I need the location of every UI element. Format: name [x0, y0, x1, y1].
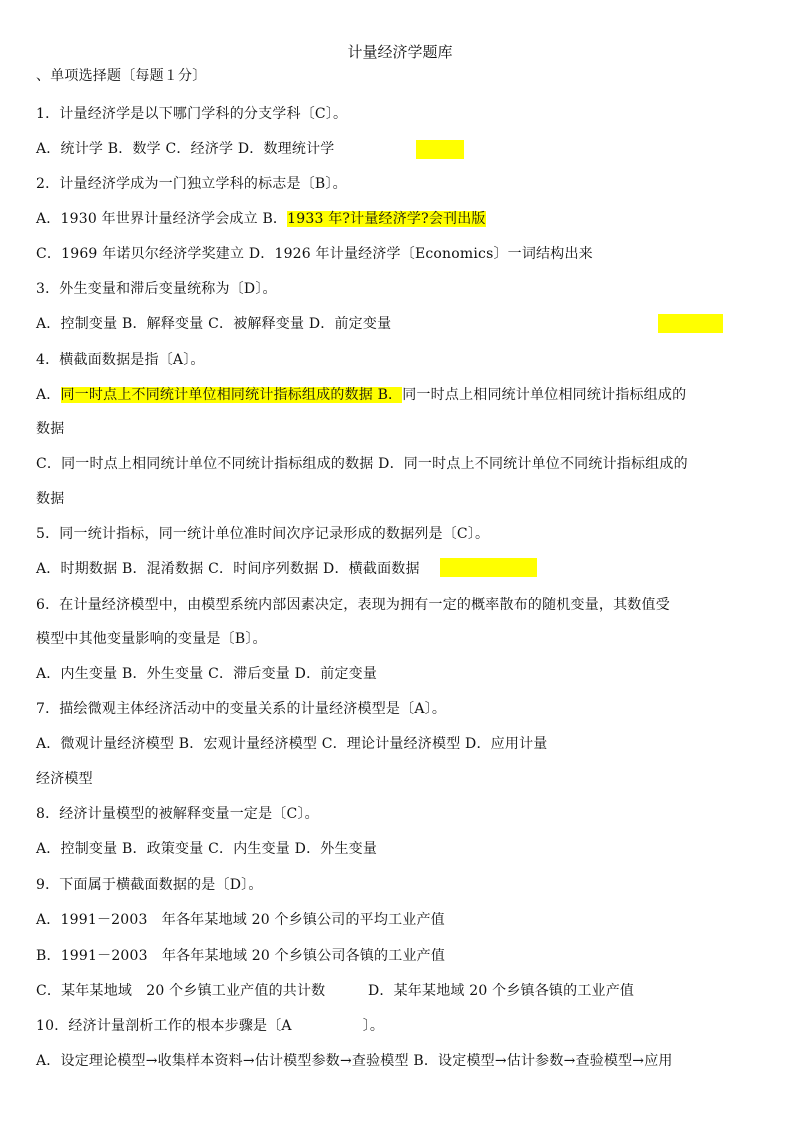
doc-line [36, 1016, 384, 1036]
line-text: 〕。 [255, 281, 277, 297]
line-text: 同一时点上相同统计单位相同统计指标组成的 [402, 387, 687, 403]
line-text: 3．外生变量和滞后变量统称为〔 [36, 281, 244, 297]
line-text: 4．横截面数据是指〔 [36, 352, 173, 368]
doc-line [36, 279, 277, 299]
line-text: C．同一时点上相同统计单位不同统计指标组成的数据 D．同一时点上不同统计单位不同统计指标组成的 [36, 456, 688, 472]
doc-line [36, 804, 319, 824]
line-text: A．1991－2003 年各年某地域 20 个乡镇公司的平均工业产值 [36, 912, 445, 928]
line-text: 〕。 [325, 106, 348, 122]
line-text: A．1930 年世界计量经济学会成立 B． [36, 211, 288, 227]
highlighted-text: 1933 年?计量经济学?会刊出版 [287, 211, 486, 227]
line-text: 2．计量经济学成为一门独立学科的标志是〔 [36, 176, 315, 192]
answer-letter: A [172, 352, 184, 368]
line-text: A．内生变量 B．外生变量 C．滞后变量 D．前定变量 [36, 666, 378, 682]
line-text: A．控制变量 B．政策变量 C．内生变量 D．外生变量 [36, 841, 378, 857]
doc-line [36, 104, 347, 124]
line-text: A．控制变量 B．解释变量 C．被解释变量 D．前定变量 [36, 316, 392, 332]
line-text: A． [36, 387, 61, 403]
answer-letter: A [414, 701, 425, 717]
line-text: C．1969 年诺贝尔经济学奖建立 D．1926 年计量经济学〔Economics〕一词结构出来 [36, 246, 593, 262]
line-text: 〕。 [325, 176, 347, 192]
line-text: 经济模型 [36, 771, 93, 787]
doc-line [36, 946, 445, 966]
answer-letter: C [314, 106, 326, 122]
line-text: 〕。 [467, 526, 490, 542]
page-title: 计量经济学题库 [347, 43, 453, 61]
line-text: 数据 [36, 421, 65, 437]
line-text: 10．经济计量剖析工作的根本步骤是〔 [36, 1018, 282, 1034]
doc-line [36, 839, 377, 859]
doc-line [36, 875, 263, 895]
line-text: 5．同一统计指标，同一统计单位准时间次序记录形成的数据列是〔 [36, 526, 457, 542]
doc-line [36, 244, 593, 264]
doc-line [36, 314, 391, 334]
doc-line [36, 139, 335, 159]
doc-line [36, 595, 670, 615]
doc-line [36, 769, 93, 789]
answer-letter: D [229, 877, 242, 893]
line-text: A．微观计量经济模型 B．宏观计量经济模型 C．理论计量经济模型 D．应用计量 [36, 736, 548, 752]
line-text: A．设定理论模型→收集样本资料→估计模型参数→查验模型 B．设定模型→估计参数→查验模型→应用 [36, 1053, 673, 1069]
answer-letter: B [234, 631, 246, 647]
doc-line [36, 209, 486, 229]
doc-line [36, 524, 489, 544]
line-text: A．时期数据 B．混淆数据 C．时间序列数据 D．横截面数据 [36, 561, 420, 577]
highlight-box [416, 140, 464, 159]
doc-line [36, 419, 64, 439]
highlight-box [658, 314, 723, 333]
line-text: 模型中其他变量影响的变量是〔 [36, 631, 235, 647]
line-text: 7．描绘微观主体经济活动中的变量关系的计量经济模型是〔 [36, 701, 415, 717]
doc-line [36, 385, 686, 405]
line-text: 9．下面属于横截面数据的是〔 [36, 877, 230, 893]
answer-letter: A [281, 1018, 292, 1034]
doc-line [36, 734, 547, 754]
doc-line [36, 664, 377, 684]
line-text: C．某年某地域 20 个乡镇工业产值的共计数 D．某年某地域 20 个乡镇各镇的工业产值 [36, 983, 635, 999]
doc-line [36, 629, 267, 649]
doc-line [36, 350, 205, 370]
doc-line [36, 454, 688, 474]
section-heading: 、单项选择题〔每题１分〕 [36, 68, 207, 84]
line-text: 〕。 [245, 631, 267, 647]
line-text: 8．经济计量模型的被解释变量一定是〔 [36, 806, 287, 822]
line-text: 数据 [36, 491, 65, 507]
line-text: A．统计学 B．数学 C．经济学 D．数理统计学 [36, 141, 335, 157]
line-text: 1．计量经济学是以下哪门学科的分支学科〔 [36, 106, 315, 122]
doc-line [36, 910, 445, 930]
answer-letter: C [456, 526, 468, 542]
line-text: 〕。 [291, 1018, 385, 1034]
doc-line [36, 489, 64, 509]
answer-letter: C [286, 806, 298, 822]
highlight-box [440, 558, 537, 577]
answer-letter: B [314, 176, 326, 192]
doc-line [36, 1051, 673, 1071]
highlighted-text: 同一时点上不同统计单位相同统计指标组成的数据 B． [60, 387, 403, 403]
line-text: 6．在计量经济模型中，由模型系统内部因素决定，表现为拥有一定的概率散布的随机变量，其数值受 [36, 597, 670, 613]
line-text: B．1991－2003 年各年某地域 20 个乡镇公司各镇的工业产值 [36, 948, 446, 964]
line-text: 〕。 [241, 877, 263, 893]
doc-line [36, 559, 420, 579]
line-text: 〕。 [297, 806, 319, 822]
doc-line [36, 699, 446, 719]
answer-letter: D [243, 281, 256, 297]
doc-line [36, 981, 634, 1001]
line-text: 〕。 [183, 352, 205, 368]
line-text: 〕。 [424, 701, 447, 717]
doc-line [36, 174, 347, 194]
